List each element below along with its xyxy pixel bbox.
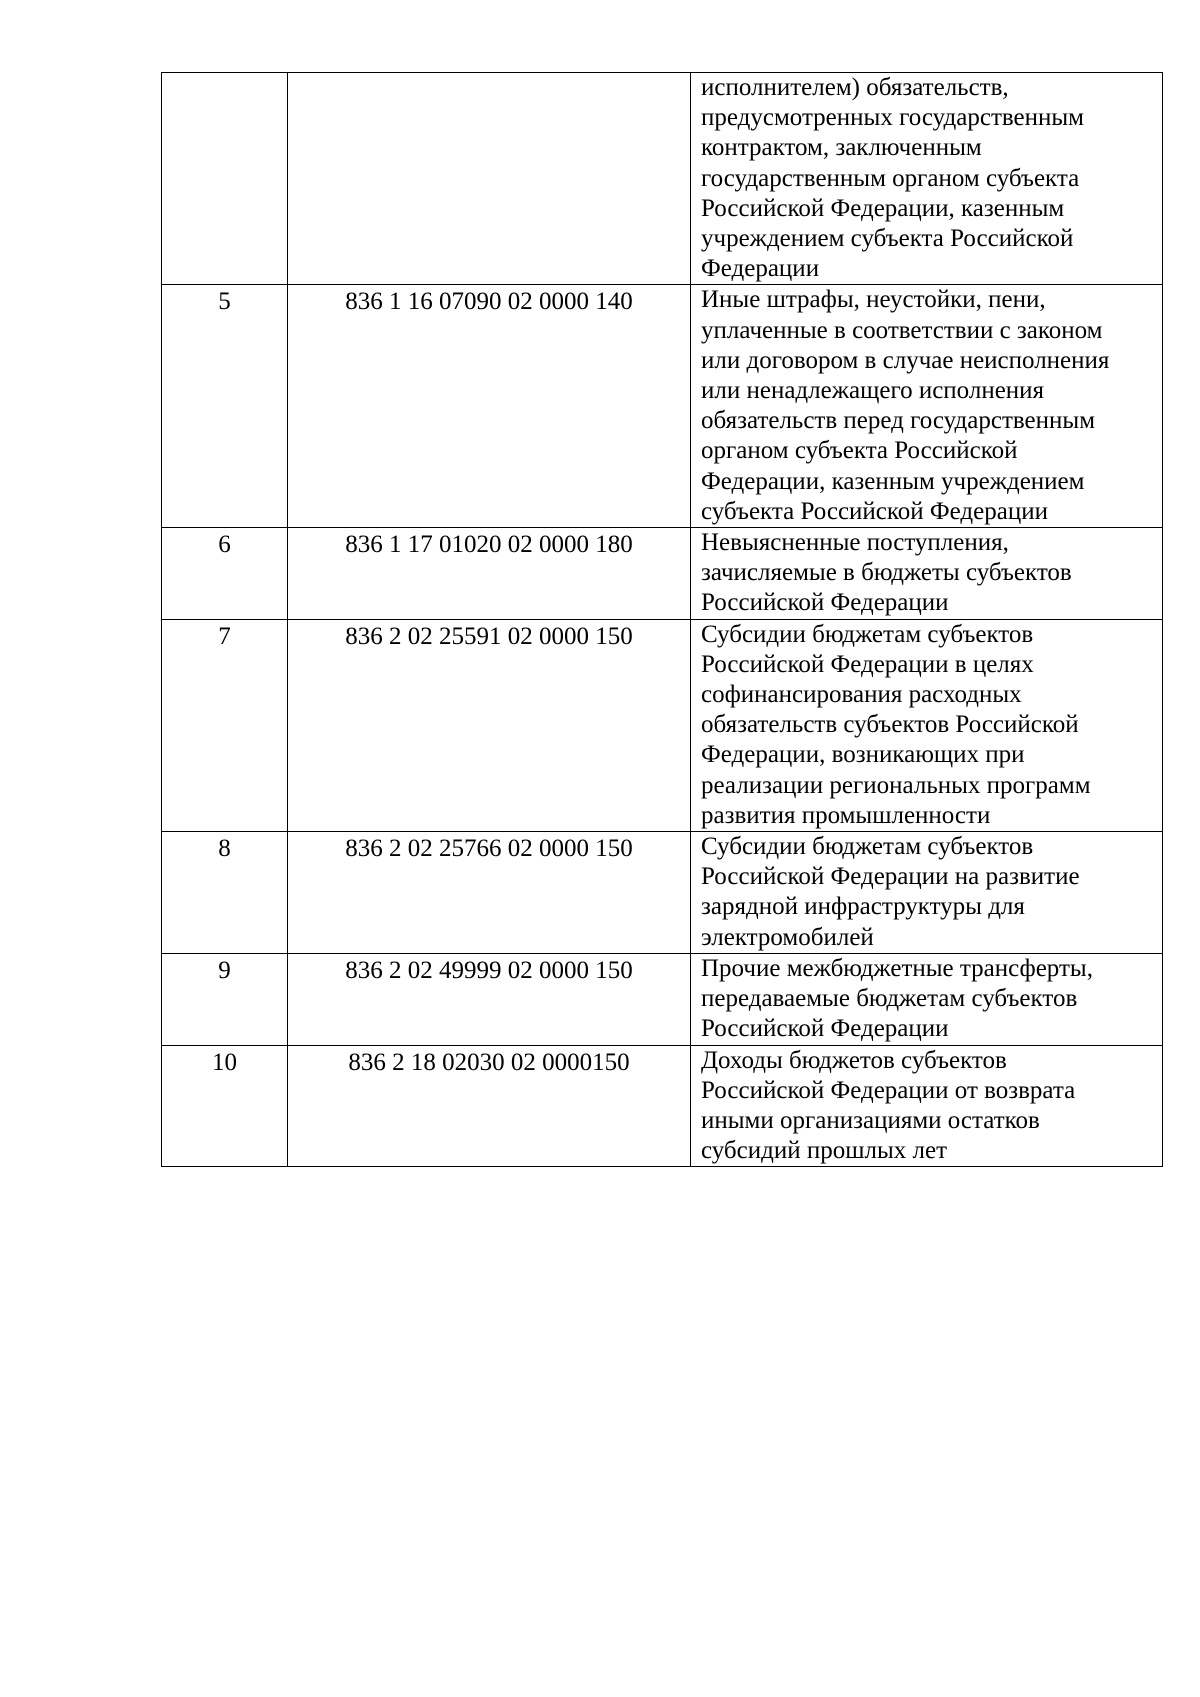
revenue-description: Доходы бюджетов субъектов Российской Федерации от возврата иными организациями остатков субсидий прошлых лет (691, 1045, 1163, 1167)
row-number: 7 (162, 619, 288, 831)
revenue-code (288, 73, 691, 285)
revenue-code: 836 1 16 07090 02 0000 140 (288, 285, 691, 528)
revenue-description: Субсидии бюджетам субъектов Российской Федерации на развитие зарядной инфраструктуры для электромобилей (691, 832, 1163, 954)
row-number: 5 (162, 285, 288, 528)
revenue-code: 836 2 02 25591 02 0000 150 (288, 619, 691, 831)
table-row (162, 832, 1163, 954)
revenue-code: 836 2 02 25766 02 0000 150 (288, 832, 691, 954)
revenue-description: исполнителем) обязательств, предусмотренных государственным контрактом, заключенным государственным органом субъекта Российской Федерации, казенным учреждением субъекта Российской Федерации (691, 73, 1163, 285)
table-row (162, 285, 1163, 528)
row-number: 10 (162, 1045, 288, 1167)
row-number: 8 (162, 832, 288, 954)
table-row (162, 528, 1163, 620)
revenue-codes-table (161, 72, 1163, 1167)
revenue-code: 836 1 17 01020 02 0000 180 (288, 528, 691, 620)
table-row (162, 619, 1163, 831)
row-number: 9 (162, 953, 288, 1045)
row-number (162, 73, 288, 285)
revenue-code: 836 2 18 02030 02 0000150 (288, 1045, 691, 1167)
revenue-description: Невыясненные поступления, зачисляемые в бюджеты субъектов Российской Федерации (691, 528, 1163, 620)
table-row (162, 953, 1163, 1045)
revenue-description: Иные штрафы, неустойки, пени, уплаченные в соответствии с законом или договором в случае неисполнения или ненадлежащего исполнения обязательств перед государственным органом субъекта Российской Федерации, казенным учреждением субъекта Российской Федерации (691, 285, 1163, 528)
table-row (162, 1045, 1163, 1167)
revenue-description: Субсидии бюджетам субъектов Российской Федерации в целях софинансирования расходных обязательств субъектов Российской Федерации, возникающих при реализации региональных программ развития промышленности (691, 619, 1163, 831)
row-number: 6 (162, 528, 288, 620)
revenue-code: 836 2 02 49999 02 0000 150 (288, 953, 691, 1045)
table-row (162, 73, 1163, 285)
revenue-description: Прочие межбюджетные трансферты, передаваемые бюджетам субъектов Российской Федерации (691, 953, 1163, 1045)
